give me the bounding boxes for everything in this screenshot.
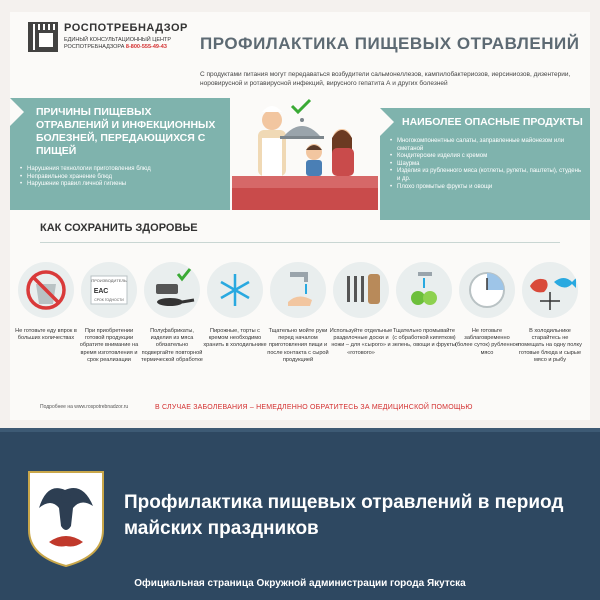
panel-arrow — [10, 98, 24, 126]
tips-timeline — [40, 242, 560, 243]
poster-intro: С продуктами питания могут передаваться возбудители сальмонеллезов, кампилобактериозов, иерсиниозов, дизентерии, норовирусной и ротавирусной инфекций, вирусного гепатита А и других болезней — [200, 71, 571, 87]
tip-text: Используйте отдельные разделочные доски и ножи – для «сырого» и «готового» — [329, 328, 393, 356]
list-item: • Шаурма — [390, 161, 585, 169]
chef-figure — [258, 106, 286, 176]
footer-link[interactable]: Подробнее на www.rospotrebnadzor.ru — [40, 404, 129, 410]
knives-boards-icon — [333, 262, 389, 318]
footer-alert: В СЛУЧАЕ ЗАБОЛЕВАНИЯ – НЕМЕДЛЕННО ОБРАТИТЕСЬ ЗА МЕДИЦИНСКОЙ ПОМОЩЬЮ — [155, 404, 473, 411]
tip-item — [392, 252, 456, 402]
clock-icon — [459, 262, 515, 318]
poster-sheet — [10, 12, 590, 420]
list-item: • Плохо промытые фрукты и овощи — [390, 184, 585, 192]
bottom-banner — [0, 428, 600, 600]
agency-line-2: РОСПОТРЕБНАДЗОРА 8-800-555-49-43 — [64, 44, 167, 50]
list-item: • Нарушение правил личной гигиены — [20, 181, 225, 189]
tip-item — [77, 252, 141, 402]
panel-arrow — [380, 108, 394, 136]
agency-line-1: ЕДИНЫЙ КОНСУЛЬТАЦИОННЫЙ ЦЕНТР — [64, 37, 172, 43]
no-bucket-icon — [18, 262, 74, 318]
tip-text: Не готовьте еду впрок в больших количествах — [15, 328, 77, 342]
list-item: • Многокомпонентные салаты, заправленные майонезом или сметаной — [390, 138, 585, 153]
dangerous-products-panel — [380, 108, 590, 220]
pan-icon — [144, 262, 200, 318]
agency-phone: 8-800-555-49-43 — [125, 44, 167, 50]
dangerous-title: НАИБОЛЕЕ ОПАСНЫЕ ПРОДУКТЫ — [402, 116, 583, 128]
causes-list — [20, 166, 225, 189]
agency-logo-block — [28, 22, 198, 72]
dangerous-list — [390, 138, 585, 191]
causes-panel — [10, 98, 230, 210]
tip-item — [14, 252, 78, 402]
list-item: • Кондитерские изделия с кремом — [390, 153, 585, 161]
label-producer-text: ПРОИЗВОДИТЕЛЬ — [91, 278, 127, 283]
list-item: • Нарушения технологии приготовления блюд — [20, 166, 225, 174]
yakutsk-coat-of-arms-icon — [25, 468, 107, 568]
tip-text: В холодильнике старайтесь не помещать на одну полку готовые блюда и сырые мясо и рыбу — [518, 328, 582, 363]
child-figure — [306, 144, 322, 176]
family-cooking-illustration — [232, 98, 378, 210]
meat-fish-icon — [522, 262, 578, 318]
tip-item — [203, 252, 267, 402]
tip-item — [455, 252, 519, 402]
causes-title: ПРИЧИНЫ ПИЩЕВЫХ ОТРАВЛЕНИЙ И ИНФЕКЦИОННЫХ БОЛЕЗНЕЙ, ПЕРЕДАЮЩИХСЯ С ПИЩЕЙ — [36, 106, 216, 157]
qr-code-icon — [28, 22, 58, 52]
checkmark-icon — [292, 100, 310, 112]
banner-caption: Официальная страница Окружной администрации города Якутска — [134, 578, 466, 589]
woman-figure — [332, 129, 354, 176]
label-icon — [81, 262, 137, 318]
banner-title: Профилактика пищевых отравлений в период майских праздников — [124, 492, 564, 539]
tip-text: При приобретении готовой продукции обратите внимание на время изготовления и срок реализации — [79, 328, 139, 363]
eac-mark: ЕАС — [93, 288, 109, 295]
tip-text: Тщательно промывайте (с обработкой кипятком) зелень, овощи и фрукты — [392, 328, 456, 349]
list-item: • Неправильное хранение блюд — [20, 174, 225, 182]
washing-fruit-icon — [396, 262, 452, 318]
tip-text: Пирожные, торты с кремом необходимо хранить в холодильнике — [203, 328, 267, 349]
health-section-title: КАК СОХРАНИТЬ ЗДОРОВЬЕ — [40, 222, 198, 234]
agency-name: РОСПОТРЕБНАДЗОР — [64, 22, 188, 34]
snowflake-icon — [207, 262, 263, 318]
tip-text: Тщательно мойте руки перед началом приготовления пищи и после контакта с сырой продукцией — [267, 328, 329, 363]
tip-text: Не готовьте заблаговременно (более суток) рубленное мясо — [455, 328, 519, 356]
tip-item — [266, 252, 330, 402]
dish-cloche-icon — [280, 118, 324, 139]
list-item: • Изделия из рубленного мяса (котлеты, рулеты, паштеты), студень и др. — [390, 168, 585, 183]
health-tips — [14, 252, 586, 402]
tip-text: Полуфабрикаты, изделия из мяса обязательно подвергайте повторной термической обработке — [141, 328, 203, 363]
label-expiry-text: СРОК ГОДНОСТИ — [94, 298, 124, 302]
tip-item — [140, 252, 204, 402]
washing-hands-icon — [270, 262, 326, 318]
agency-subtitle — [64, 37, 194, 51]
poster-title: ПРОФИЛАКТИКА ПИЩЕВЫХ ОТРАВЛЕНИЙ — [200, 34, 580, 53]
tip-item — [518, 252, 582, 402]
tip-item — [329, 252, 393, 402]
